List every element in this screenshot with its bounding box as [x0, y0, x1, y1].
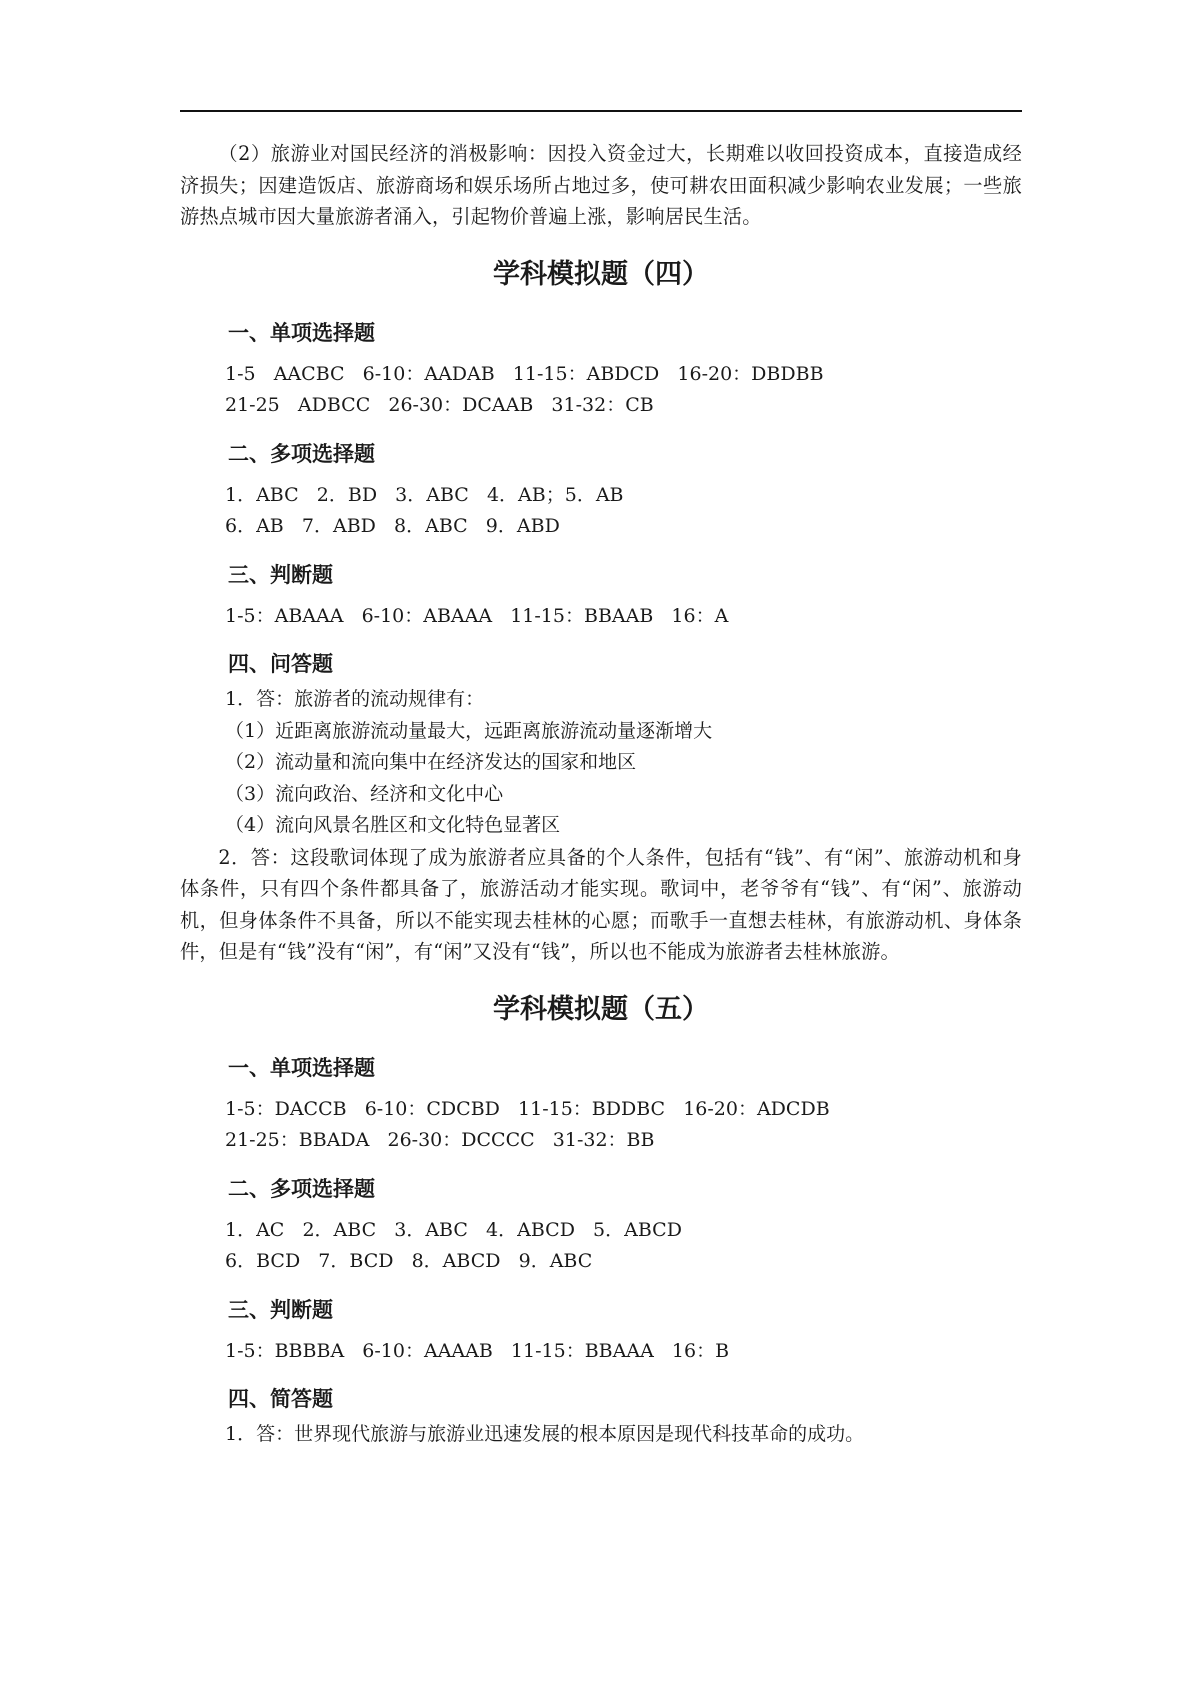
page-content	[180, 138, 1022, 1451]
answer-line: （2）流动量和流向集中在经济发达的国家和地区	[225, 751, 637, 773]
section-title: 学科模拟题（五）	[493, 993, 709, 1025]
intro-paragraph: （2）旅游业对国民经济的消极影响：因投入资金过大，长期难以收回投资成本，直接造成经济损失；因建造饭店、旅游商场和娱乐场所占地过多，使可耕农田面积减少影响农业发展；一些旅游热点城市因大量旅游者涌入，引起物价普遍上涨，影响居民生活。	[180, 142, 1022, 228]
answer-line: 1．AC 2．ABC 3．ABC 4．ABCD 5．ABCD	[225, 1218, 682, 1241]
answer-line: 1-5：ABAAA 6-10：ABAAA 11-15：BBAAB 16：A	[225, 604, 729, 627]
answer-line: 1．答：世界现代旅游与旅游业迅速发展的根本原因是现代科技革命的成功。	[225, 1423, 865, 1445]
section-5	[180, 984, 1022, 1451]
answer-line: （3）流向政治、经济和文化中心	[225, 782, 504, 805]
section-title: 学科模拟题（四）	[493, 258, 709, 290]
answer-line: 1．ABC 2．BD 3．ABC 4．AB；5．AB	[225, 483, 624, 506]
answer-line: 1-5：DACCB 6-10：CDCBD 11-15：BDDBC 16-20：ADCDB	[225, 1097, 830, 1120]
section-heading: 一、单项选择题	[228, 1055, 375, 1080]
answer-line: 1．答：旅游者的流动规律有：	[225, 688, 485, 710]
section-heading: 二、多项选择题	[228, 1176, 375, 1201]
header-rule	[180, 110, 1022, 112]
answer-line: 6．BCD 7．BCD 8．ABCD 9．ABC	[225, 1250, 593, 1272]
section-4	[180, 249, 1022, 968]
answer-line: 1-5：BBBBA 6-10：AAAAB 11-15：BBAAA 16：B	[225, 1339, 730, 1362]
answer-line: 1-5 AACBC 6-10：AADAB 11-15：ABDCD 16-20：DBDBB	[225, 362, 824, 385]
answer-line: （4）流向风景名胜区和文化特色显著区	[225, 814, 561, 836]
section-heading: 四、简答题	[228, 1387, 333, 1411]
section-heading: 一、单项选择题	[228, 320, 375, 345]
answer-line: 21-25：BBADA 26-30：DCCCC 31-32：BB	[225, 1129, 655, 1151]
answer-paragraph: 2．答：这段歌词体现了成为旅游者应具备的个人条件，包括有“钱”、有“闲”、旅游动机和身体条件，只有四个条件都具备了，旅游活动才能实现。歌词中，老爷爷有“钱”、有“闲”、旅游动机，但身体条件不具备，所以不能实现去桂林的心愿；而歌手一直想去桂林，有旅游动机、身体条件，但是有“钱”没有“闲”，有“闲”又没有“钱”，所以也不能成为旅游者去桂林旅游。	[180, 845, 1022, 963]
section-heading: 三、判断题	[228, 1297, 333, 1322]
section-heading: 二、多项选择题	[228, 441, 375, 466]
answer-line: （1）近距离旅游流动量最大，远距离旅游流动量逐渐增大	[225, 719, 713, 742]
answer-line: 6．AB 7．ABD 8．ABC 9．ABD	[225, 515, 560, 537]
section-heading: 四、问答题	[228, 652, 333, 676]
answer-line: 21-25 ADBCC 26-30：DCAAB 31-32：CB	[225, 394, 654, 416]
section-heading: 三、判断题	[228, 562, 333, 587]
